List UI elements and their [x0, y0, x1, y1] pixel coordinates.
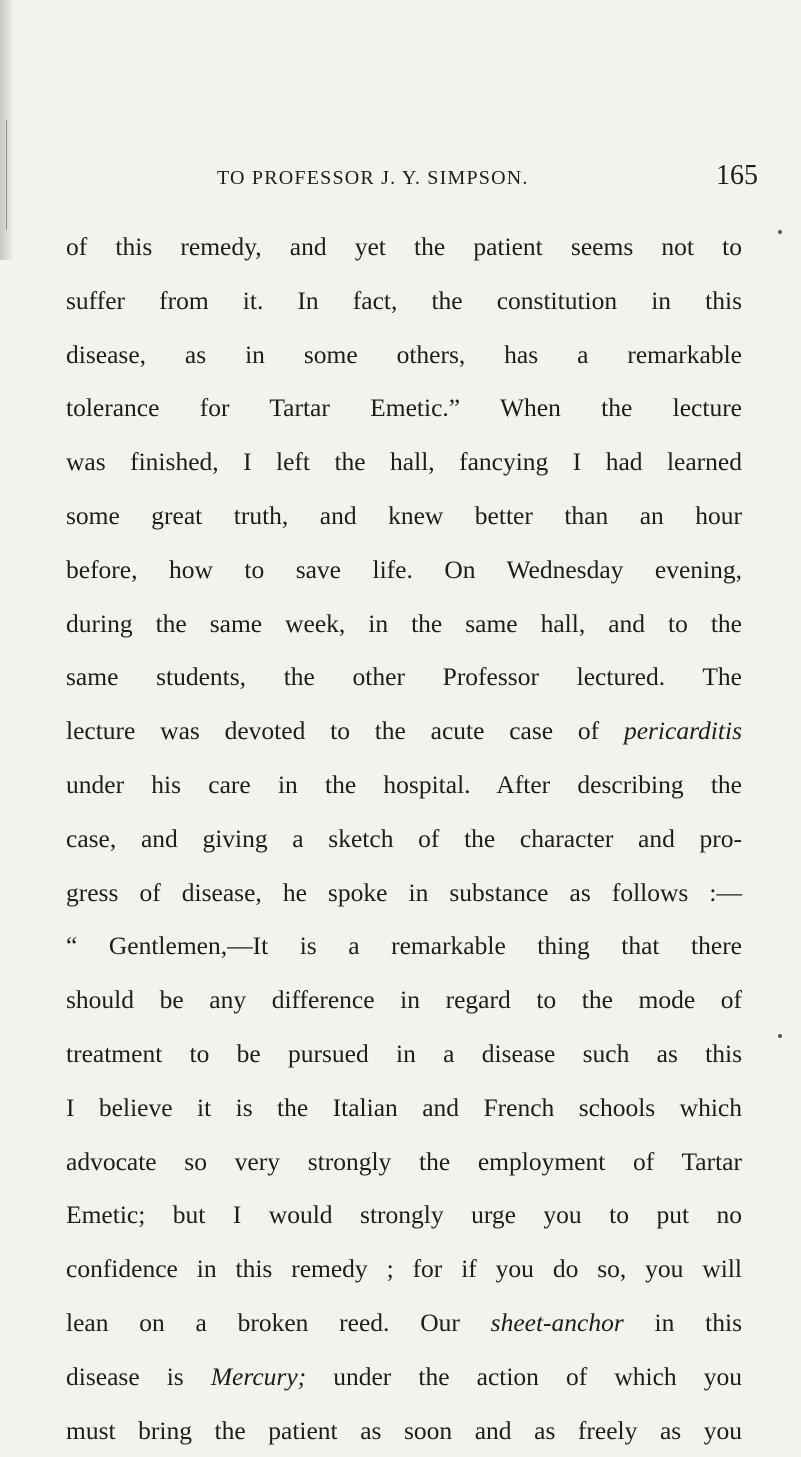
- text-line-13: gress of disease, he spoke in substance as follows :—: [66, 877, 742, 907]
- page-number: 165: [716, 160, 758, 191]
- text-line-8: during the same week, in the same hall, and to the: [66, 608, 742, 638]
- text-line-16: treatment to be pursued in a disease such as this: [66, 1038, 742, 1068]
- emphasis-mercury: Mercury;: [210, 1361, 307, 1391]
- text-line-15: should be any difference in regard to the mode of: [66, 985, 742, 1015]
- text-line-6: some great truth, and knew better than an hour: [66, 500, 742, 530]
- text-line-4: tolerance for Tartar Emetic.” When the lecture: [66, 393, 742, 423]
- text-line-20: confidence in this remedy ; for if you do so, you will: [66, 1254, 742, 1284]
- running-title: TO PROFESSOR J. Y. SIMPSON.: [217, 167, 529, 189]
- text-line-10: [66, 704, 742, 758]
- text-line-9: same students, the other Professor lectured. The: [66, 662, 742, 692]
- text-line-3: disease, as in some others, has a remarkable: [66, 339, 742, 369]
- text-line-21-end: in this: [623, 1307, 742, 1337]
- text-line-10-plain: lecture was devoted to the acute case of: [66, 716, 624, 746]
- text-line-18: advocate so very strongly the employment of Tartar: [66, 1146, 742, 1176]
- print-speck: [778, 230, 782, 234]
- text-line-11: under his care in the hospital. After describing the: [66, 769, 742, 799]
- emphasis-pericarditis: pericarditis: [623, 716, 742, 746]
- text-line-12: case, and giving a sketch of the character and pro-: [66, 823, 742, 853]
- text-line-23: must bring the patient as soon and as freely as you: [66, 1415, 742, 1445]
- emphasis-sheet-anchor: sheet-anchor: [490, 1307, 624, 1337]
- running-head: [0, 160, 801, 197]
- text-line-19: Emetic; but I would strongly urge you to put no: [66, 1200, 742, 1230]
- text-line-21: [66, 1296, 742, 1350]
- text-line-21-start: lean on a broken reed. Our: [66, 1307, 491, 1337]
- text-line-2: suffer from it. In fact, the constitution in this: [66, 285, 742, 315]
- body-text: [66, 220, 742, 1457]
- text-line-22-start: disease is: [66, 1361, 211, 1391]
- text-line-22: [66, 1350, 742, 1404]
- page-gutter-shadow: [0, 0, 14, 260]
- text-line-17: I believe it is the Italian and French schools which: [66, 1092, 742, 1122]
- print-speck: [778, 1034, 782, 1038]
- text-line-7: before, how to save life. On Wednesday evening,: [66, 554, 742, 584]
- text-line-5: was finished, I left the hall, fancying I had learned: [66, 447, 742, 477]
- text-line-22-end: under the action of which you: [306, 1361, 742, 1391]
- text-line-1: of this remedy, and yet the patient seems not to: [66, 232, 742, 261]
- text-line-14: “ Gentlemen,—It is a remarkable thing that there: [66, 931, 742, 961]
